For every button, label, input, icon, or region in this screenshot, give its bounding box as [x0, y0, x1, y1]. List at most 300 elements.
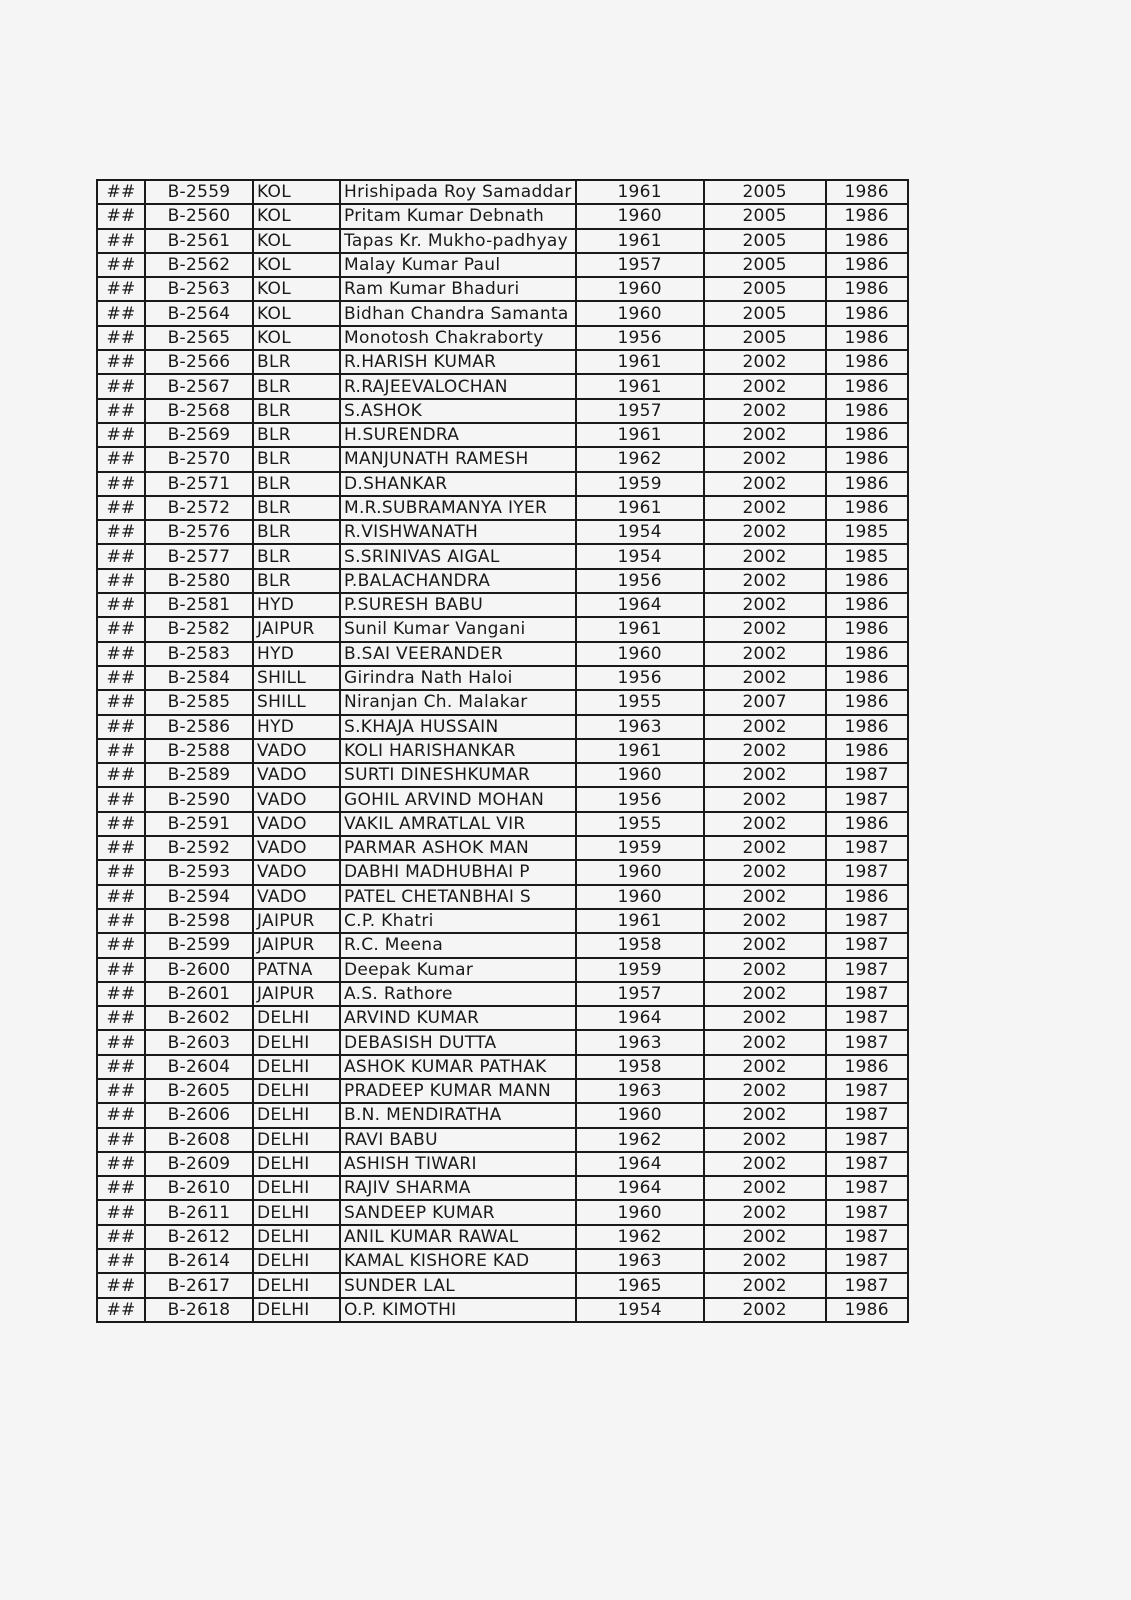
code-cell: B-2564 — [145, 301, 253, 325]
join-year-cell: 1986 — [826, 1055, 908, 1079]
year-cell: 2002 — [704, 1225, 826, 1249]
table-row — [97, 1298, 908, 1322]
birth-year-cell: 1961 — [576, 180, 704, 204]
name-cell: Sunil Kumar Vangani — [340, 617, 576, 641]
birth-year-cell: 1963 — [576, 1249, 704, 1273]
city-cell: DELHI — [253, 1079, 340, 1103]
city-cell: KOL — [253, 180, 340, 204]
join-year-cell: 1986 — [826, 496, 908, 520]
join-year-cell: 1986 — [826, 885, 908, 909]
name-cell: H.SURENDRA — [340, 423, 576, 447]
code-cell: B-2583 — [145, 642, 253, 666]
year-cell: 2002 — [704, 1273, 826, 1297]
city-cell: DELHI — [253, 1152, 340, 1176]
table-row — [97, 1103, 908, 1127]
name-cell: Ram Kumar Bhaduri — [340, 277, 576, 301]
city-cell: BLR — [253, 423, 340, 447]
year-cell: 2002 — [704, 496, 826, 520]
name-cell: Bidhan Chandra Samanta — [340, 301, 576, 325]
name-cell: PARMAR ASHOK MAN — [340, 836, 576, 860]
birth-year-cell: 1961 — [576, 617, 704, 641]
city-cell: PATNA — [253, 958, 340, 982]
year-cell: 2002 — [704, 447, 826, 471]
table-row — [97, 1079, 908, 1103]
table-row — [97, 1006, 908, 1030]
city-cell: JAIPUR — [253, 909, 340, 933]
table-row — [97, 374, 908, 398]
year-cell: 2002 — [704, 1128, 826, 1152]
birth-year-cell: 1954 — [576, 520, 704, 544]
birth-year-cell: 1960 — [576, 642, 704, 666]
overflow-marker-cell: ## — [97, 593, 145, 617]
city-cell: SHILL — [253, 690, 340, 714]
year-cell: 2005 — [704, 229, 826, 253]
year-cell: 2002 — [704, 1176, 826, 1200]
name-cell: Monotosh Chakraborty — [340, 326, 576, 350]
birth-year-cell: 1956 — [576, 666, 704, 690]
city-cell: DELHI — [253, 1200, 340, 1224]
name-cell: Niranjan Ch. Malakar — [340, 690, 576, 714]
join-year-cell: 1986 — [826, 326, 908, 350]
city-cell: BLR — [253, 569, 340, 593]
city-cell: DELHI — [253, 1103, 340, 1127]
year-cell: 2002 — [704, 885, 826, 909]
code-cell: B-2565 — [145, 326, 253, 350]
city-cell: VADO — [253, 763, 340, 787]
join-year-cell: 1987 — [826, 909, 908, 933]
code-cell: B-2561 — [145, 229, 253, 253]
year-cell: 2002 — [704, 812, 826, 836]
join-year-cell: 1986 — [826, 374, 908, 398]
city-cell: BLR — [253, 447, 340, 471]
join-year-cell: 1986 — [826, 399, 908, 423]
birth-year-cell: 1963 — [576, 1030, 704, 1054]
table-row — [97, 617, 908, 641]
name-cell: VAKIL AMRATLAL VIR — [340, 812, 576, 836]
overflow-marker-cell: ## — [97, 1273, 145, 1297]
name-cell: Girindra Nath Haloi — [340, 666, 576, 690]
year-cell: 2002 — [704, 860, 826, 884]
table-row — [97, 569, 908, 593]
name-cell: R.VISHWANATH — [340, 520, 576, 544]
join-year-cell: 1986 — [826, 472, 908, 496]
year-cell: 2002 — [704, 350, 826, 374]
year-cell: 2002 — [704, 739, 826, 763]
code-cell: B-2582 — [145, 617, 253, 641]
birth-year-cell: 1957 — [576, 399, 704, 423]
city-cell: BLR — [253, 520, 340, 544]
name-cell: M.R.SUBRAMANYA IYER — [340, 496, 576, 520]
year-cell: 2002 — [704, 958, 826, 982]
name-cell: D.SHANKAR — [340, 472, 576, 496]
overflow-marker-cell: ## — [97, 472, 145, 496]
table-row — [97, 277, 908, 301]
overflow-marker-cell: ## — [97, 544, 145, 568]
table-row — [97, 1055, 908, 1079]
code-cell: B-2586 — [145, 715, 253, 739]
birth-year-cell: 1960 — [576, 1200, 704, 1224]
overflow-marker-cell: ## — [97, 787, 145, 811]
name-cell: SUNDER LAL — [340, 1273, 576, 1297]
city-cell: KOL — [253, 277, 340, 301]
birth-year-cell: 1956 — [576, 569, 704, 593]
year-cell: 2005 — [704, 204, 826, 228]
join-year-cell: 1986 — [826, 229, 908, 253]
city-cell: DELHI — [253, 1030, 340, 1054]
city-cell: VADO — [253, 739, 340, 763]
city-cell: HYD — [253, 593, 340, 617]
year-cell: 2002 — [704, 1030, 826, 1054]
year-cell: 2005 — [704, 253, 826, 277]
join-year-cell: 1986 — [826, 180, 908, 204]
name-cell: DEBASISH DUTTA — [340, 1030, 576, 1054]
birth-year-cell: 1961 — [576, 423, 704, 447]
birth-year-cell: 1964 — [576, 1006, 704, 1030]
birth-year-cell: 1960 — [576, 763, 704, 787]
table-row — [97, 472, 908, 496]
birth-year-cell: 1956 — [576, 326, 704, 350]
birth-year-cell: 1960 — [576, 860, 704, 884]
city-cell: JAIPUR — [253, 933, 340, 957]
overflow-marker-cell: ## — [97, 277, 145, 301]
birth-year-cell: 1963 — [576, 715, 704, 739]
name-cell: Tapas Kr. Mukho-padhyay — [340, 229, 576, 253]
table-row — [97, 1030, 908, 1054]
overflow-marker-cell: ## — [97, 326, 145, 350]
table-row — [97, 666, 908, 690]
code-cell: B-2605 — [145, 1079, 253, 1103]
overflow-marker-cell: ## — [97, 982, 145, 1006]
name-cell: C.P. Khatri — [340, 909, 576, 933]
name-cell: Deepak Kumar — [340, 958, 576, 982]
birth-year-cell: 1961 — [576, 374, 704, 398]
code-cell: B-2581 — [145, 593, 253, 617]
code-cell: B-2571 — [145, 472, 253, 496]
birth-year-cell: 1963 — [576, 1079, 704, 1103]
overflow-marker-cell: ## — [97, 1006, 145, 1030]
year-cell: 2002 — [704, 520, 826, 544]
code-cell: B-2593 — [145, 860, 253, 884]
name-cell: P.BALACHANDRA — [340, 569, 576, 593]
table-row — [97, 447, 908, 471]
overflow-marker-cell: ## — [97, 1128, 145, 1152]
code-cell: B-2580 — [145, 569, 253, 593]
overflow-marker-cell: ## — [97, 666, 145, 690]
birth-year-cell: 1961 — [576, 909, 704, 933]
name-cell: RAVI BABU — [340, 1128, 576, 1152]
name-cell: KAMAL KISHORE KAD — [340, 1249, 576, 1273]
city-cell: DELHI — [253, 1225, 340, 1249]
city-cell: KOL — [253, 229, 340, 253]
code-cell: B-2602 — [145, 1006, 253, 1030]
birth-year-cell: 1957 — [576, 982, 704, 1006]
overflow-marker-cell: ## — [97, 520, 145, 544]
year-cell: 2002 — [704, 617, 826, 641]
code-cell: B-2610 — [145, 1176, 253, 1200]
join-year-cell: 1986 — [826, 642, 908, 666]
overflow-marker-cell: ## — [97, 933, 145, 957]
city-cell: DELHI — [253, 1006, 340, 1030]
overflow-marker-cell: ## — [97, 885, 145, 909]
code-cell: B-2567 — [145, 374, 253, 398]
join-year-cell: 1986 — [826, 277, 908, 301]
join-year-cell: 1986 — [826, 447, 908, 471]
birth-year-cell: 1956 — [576, 787, 704, 811]
overflow-marker-cell: ## — [97, 836, 145, 860]
city-cell: KOL — [253, 326, 340, 350]
join-year-cell: 1987 — [826, 1128, 908, 1152]
birth-year-cell: 1958 — [576, 1055, 704, 1079]
city-cell: BLR — [253, 399, 340, 423]
code-cell: B-2608 — [145, 1128, 253, 1152]
name-cell: ASHISH TIWARI — [340, 1152, 576, 1176]
name-cell: B.N. MENDIRATHA — [340, 1103, 576, 1127]
name-cell: R.RAJEEVALOCHAN — [340, 374, 576, 398]
city-cell: JAIPUR — [253, 982, 340, 1006]
birth-year-cell: 1961 — [576, 229, 704, 253]
code-cell: B-2584 — [145, 666, 253, 690]
table-row — [97, 715, 908, 739]
year-cell: 2002 — [704, 1152, 826, 1176]
code-cell: B-2560 — [145, 204, 253, 228]
join-year-cell: 1987 — [826, 1103, 908, 1127]
join-year-cell: 1987 — [826, 1006, 908, 1030]
code-cell: B-2614 — [145, 1249, 253, 1273]
code-cell: B-2569 — [145, 423, 253, 447]
join-year-cell: 1986 — [826, 1298, 908, 1322]
city-cell: KOL — [253, 253, 340, 277]
name-cell: DABHI MADHUBHAI P — [340, 860, 576, 884]
join-year-cell: 1986 — [826, 301, 908, 325]
year-cell: 2002 — [704, 1079, 826, 1103]
overflow-marker-cell: ## — [97, 715, 145, 739]
name-cell: ANIL KUMAR RAWAL — [340, 1225, 576, 1249]
table-row — [97, 787, 908, 811]
code-cell: B-2566 — [145, 350, 253, 374]
join-year-cell: 1987 — [826, 958, 908, 982]
name-cell: R.HARISH KUMAR — [340, 350, 576, 374]
code-cell: B-2600 — [145, 958, 253, 982]
birth-year-cell: 1958 — [576, 933, 704, 957]
birth-year-cell: 1954 — [576, 1298, 704, 1322]
code-cell: B-2603 — [145, 1030, 253, 1054]
overflow-marker-cell: ## — [97, 739, 145, 763]
table-row — [97, 958, 908, 982]
code-cell: B-2611 — [145, 1200, 253, 1224]
table-row — [97, 496, 908, 520]
join-year-cell: 1986 — [826, 204, 908, 228]
overflow-marker-cell: ## — [97, 1225, 145, 1249]
code-cell: B-2604 — [145, 1055, 253, 1079]
code-cell: B-2562 — [145, 253, 253, 277]
city-cell: DELHI — [253, 1176, 340, 1200]
table-row — [97, 1249, 908, 1273]
join-year-cell: 1986 — [826, 690, 908, 714]
name-cell: RAJIV SHARMA — [340, 1176, 576, 1200]
code-cell: B-2598 — [145, 909, 253, 933]
code-cell: B-2563 — [145, 277, 253, 301]
join-year-cell: 1987 — [826, 1200, 908, 1224]
year-cell: 2002 — [704, 933, 826, 957]
table-row — [97, 739, 908, 763]
overflow-marker-cell: ## — [97, 1055, 145, 1079]
year-cell: 2002 — [704, 1006, 826, 1030]
table-row — [97, 423, 908, 447]
table-row — [97, 544, 908, 568]
city-cell: HYD — [253, 642, 340, 666]
join-year-cell: 1986 — [826, 253, 908, 277]
overflow-marker-cell: ## — [97, 1249, 145, 1273]
year-cell: 2002 — [704, 1249, 826, 1273]
name-cell: S.SRINIVAS AIGAL — [340, 544, 576, 568]
overflow-marker-cell: ## — [97, 180, 145, 204]
year-cell: 2005 — [704, 326, 826, 350]
year-cell: 2002 — [704, 423, 826, 447]
overflow-marker-cell: ## — [97, 350, 145, 374]
join-year-cell: 1985 — [826, 544, 908, 568]
table-row — [97, 690, 908, 714]
table-row — [97, 204, 908, 228]
birth-year-cell: 1959 — [576, 836, 704, 860]
city-cell: BLR — [253, 496, 340, 520]
year-cell: 2002 — [704, 1103, 826, 1127]
year-cell: 2002 — [704, 593, 826, 617]
name-cell: GOHIL ARVIND MOHAN — [340, 787, 576, 811]
table-row — [97, 933, 908, 957]
name-cell: SANDEEP KUMAR — [340, 1200, 576, 1224]
name-cell: SURTI DINESHKUMAR — [340, 763, 576, 787]
code-cell: B-2594 — [145, 885, 253, 909]
table-row — [97, 229, 908, 253]
year-cell: 2007 — [704, 690, 826, 714]
birth-year-cell: 1961 — [576, 496, 704, 520]
overflow-marker-cell: ## — [97, 958, 145, 982]
table-row — [97, 909, 908, 933]
city-cell: DELHI — [253, 1055, 340, 1079]
city-cell: BLR — [253, 472, 340, 496]
join-year-cell: 1987 — [826, 1079, 908, 1103]
code-cell: B-2601 — [145, 982, 253, 1006]
code-cell: B-2576 — [145, 520, 253, 544]
overflow-marker-cell: ## — [97, 1176, 145, 1200]
birth-year-cell: 1955 — [576, 690, 704, 714]
code-cell: B-2570 — [145, 447, 253, 471]
join-year-cell: 1987 — [826, 1273, 908, 1297]
code-cell: B-2599 — [145, 933, 253, 957]
code-cell: B-2559 — [145, 180, 253, 204]
join-year-cell: 1987 — [826, 1249, 908, 1273]
join-year-cell: 1987 — [826, 836, 908, 860]
table-row — [97, 642, 908, 666]
birth-year-cell: 1962 — [576, 1225, 704, 1249]
year-cell: 2002 — [704, 569, 826, 593]
name-cell: B.SAI VEERANDER — [340, 642, 576, 666]
overflow-marker-cell: ## — [97, 617, 145, 641]
name-cell: S.KHAJA HUSSAIN — [340, 715, 576, 739]
name-cell: Pritam Kumar Debnath — [340, 204, 576, 228]
city-cell: JAIPUR — [253, 617, 340, 641]
birth-year-cell: 1960 — [576, 885, 704, 909]
join-year-cell: 1986 — [826, 715, 908, 739]
year-cell: 2002 — [704, 787, 826, 811]
join-year-cell: 1987 — [826, 763, 908, 787]
table-row — [97, 836, 908, 860]
code-cell: B-2618 — [145, 1298, 253, 1322]
city-cell: KOL — [253, 301, 340, 325]
overflow-marker-cell: ## — [97, 204, 145, 228]
overflow-marker-cell: ## — [97, 399, 145, 423]
table-row — [97, 399, 908, 423]
name-cell: R.C. Meena — [340, 933, 576, 957]
overflow-marker-cell: ## — [97, 812, 145, 836]
join-year-cell: 1986 — [826, 666, 908, 690]
year-cell: 2002 — [704, 836, 826, 860]
table-body — [97, 180, 908, 1322]
year-cell: 2005 — [704, 277, 826, 301]
year-cell: 2005 — [704, 180, 826, 204]
year-cell: 2002 — [704, 1055, 826, 1079]
year-cell: 2002 — [704, 982, 826, 1006]
overflow-marker-cell: ## — [97, 229, 145, 253]
birth-year-cell: 1960 — [576, 301, 704, 325]
join-year-cell: 1987 — [826, 1152, 908, 1176]
city-cell: BLR — [253, 544, 340, 568]
year-cell: 2002 — [704, 1298, 826, 1322]
overflow-marker-cell: ## — [97, 763, 145, 787]
birth-year-cell: 1960 — [576, 204, 704, 228]
birth-year-cell: 1964 — [576, 1176, 704, 1200]
overflow-marker-cell: ## — [97, 447, 145, 471]
name-cell: Malay Kumar Paul — [340, 253, 576, 277]
join-year-cell: 1985 — [826, 520, 908, 544]
overflow-marker-cell: ## — [97, 909, 145, 933]
table-row — [97, 593, 908, 617]
join-year-cell: 1987 — [826, 933, 908, 957]
birth-year-cell: 1954 — [576, 544, 704, 568]
code-cell: B-2590 — [145, 787, 253, 811]
year-cell: 2002 — [704, 1200, 826, 1224]
year-cell: 2002 — [704, 472, 826, 496]
birth-year-cell: 1960 — [576, 1103, 704, 1127]
city-cell: DELHI — [253, 1273, 340, 1297]
city-cell: VADO — [253, 860, 340, 884]
code-cell: B-2609 — [145, 1152, 253, 1176]
city-cell: DELHI — [253, 1298, 340, 1322]
table-row — [97, 1200, 908, 1224]
year-cell: 2002 — [704, 909, 826, 933]
join-year-cell: 1987 — [826, 982, 908, 1006]
table-row — [97, 812, 908, 836]
overflow-marker-cell: ## — [97, 1103, 145, 1127]
join-year-cell: 1987 — [826, 860, 908, 884]
year-cell: 2002 — [704, 715, 826, 739]
year-cell: 2002 — [704, 399, 826, 423]
overflow-marker-cell: ## — [97, 1152, 145, 1176]
birth-year-cell: 1964 — [576, 593, 704, 617]
code-cell: B-2612 — [145, 1225, 253, 1249]
overflow-marker-cell: ## — [97, 860, 145, 884]
birth-year-cell: 1959 — [576, 958, 704, 982]
table-row — [97, 885, 908, 909]
city-cell: VADO — [253, 787, 340, 811]
city-cell: SHILL — [253, 666, 340, 690]
name-cell: KOLI HARISHANKAR — [340, 739, 576, 763]
employee-table — [96, 179, 909, 1323]
join-year-cell: 1986 — [826, 423, 908, 447]
birth-year-cell: 1957 — [576, 253, 704, 277]
city-cell: DELHI — [253, 1249, 340, 1273]
city-cell: VADO — [253, 836, 340, 860]
